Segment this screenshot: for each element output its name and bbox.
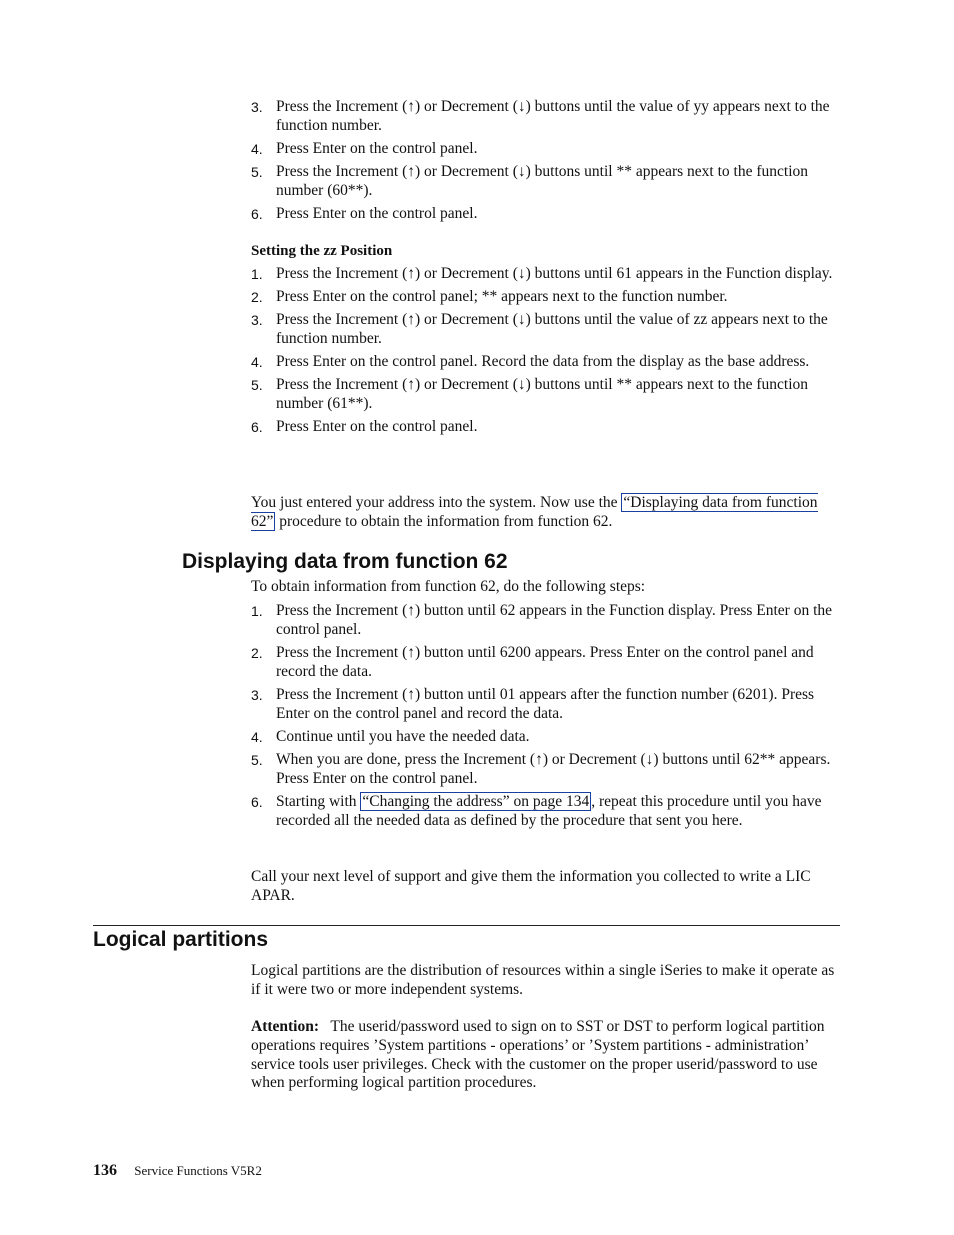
step-text: Press the Increment (↑) or Decrement (↓) buttons until the value of yy appears next to the function number. — [276, 98, 830, 134]
zz-section — [251, 242, 841, 442]
step-number: 3. — [251, 312, 263, 329]
step-number: 3. — [251, 686, 263, 703]
entered-text-after: procedure to obtain the information from function 62. — [275, 512, 613, 530]
step-text: Press the Increment (↑) button until 62 appears in the Function display. Press Enter on the control panel. — [276, 601, 833, 638]
entered-address-paragraph — [251, 494, 841, 532]
list-item — [251, 288, 841, 307]
step-text: Continue until you have the needed data. — [276, 727, 530, 745]
page-number: 136 — [93, 1162, 117, 1179]
section-62-intro: To obtain information from function 62, do the following steps: — [251, 578, 646, 595]
step-number: 6. — [251, 793, 263, 810]
section-62-heading: Displaying data from function 62 — [182, 550, 508, 573]
closing-paragraph — [251, 868, 841, 906]
step-text: Press the Increment (↑) button until 6200 appears. Press Enter on the control panel and record the data. — [276, 643, 814, 680]
step-number: 5. — [251, 751, 263, 768]
step-number: 4. — [251, 140, 263, 157]
list-item — [251, 376, 841, 414]
step-number: 5. — [251, 377, 263, 394]
step-text: Press the Increment (↑) button until 01 appears after the function number (6201). Press Enter on the control panel and record the data. — [276, 685, 815, 722]
step-text: Press the Increment (↑) or Decrement (↓) buttons until ** appears next to the function number (60**). — [276, 163, 809, 199]
attention-label: Attention: — [251, 1018, 320, 1035]
logical-partitions-text: Logical partitions are the distribution of resources within a single iSeries to make it operate as if it were two or more independent systems. — [251, 962, 835, 998]
zz-subheading: Setting the zz Position — [251, 243, 393, 259]
step-number: 5. — [251, 164, 263, 181]
step-number: 2. — [251, 288, 263, 305]
step-number: 6. — [251, 419, 263, 436]
list-item — [251, 353, 841, 372]
step-text: Press Enter on the control panel; ** appears next to the function number. — [276, 287, 728, 305]
attention-paragraph — [251, 1018, 841, 1093]
logical-partitions-paragraph — [251, 962, 841, 1000]
step6-text-after: , repeat this procedure until you have recorded all the needed data as defined by the procedure that sent you here. — [276, 792, 822, 829]
step-number: 4. — [251, 728, 263, 745]
step-text: Press the Increment (↑) or Decrement (↓) buttons until the value of zz appears next to the function number. — [276, 311, 828, 347]
page-footer — [93, 1162, 262, 1180]
list-item — [251, 140, 841, 159]
step-text: Press Enter on the control panel. Record the data from the display as the base address. — [276, 353, 810, 371]
list-item — [251, 644, 841, 682]
step-number: 2. — [251, 644, 263, 661]
step-number: 1. — [251, 602, 263, 619]
step-text: Press Enter on the control panel. — [276, 418, 478, 436]
attention-text: The userid/password used to sign on to SST or DST to perform logical partition operations requires ’System partitions - operations’ or ’System partitions - administration’ service tools user privileges. Check with the customer on the proper userid/password to use when performing logical partition procedures. — [251, 1018, 825, 1092]
step-number: 1. — [251, 265, 263, 282]
step-text: Press Enter on the control panel. — [276, 139, 478, 157]
list-item — [251, 728, 841, 747]
section-divider — [93, 925, 840, 926]
logical-partitions-heading: Logical partitions — [93, 928, 269, 951]
step-number: 3. — [251, 99, 263, 115]
step-number: 4. — [251, 354, 263, 371]
step6-text-before: Starting with — [276, 792, 361, 810]
list-item — [251, 751, 841, 789]
step-text: When you are done, press the Increment (↑) or Decrement (↓) buttons until 62** appears. Press Enter on the control panel. — [276, 750, 831, 787]
list-item — [251, 793, 841, 831]
footer-title: Service Functions V5R2 — [134, 1163, 262, 1178]
step-number: 6. — [251, 206, 263, 223]
displaying-data-link[interactable]: “Displaying data from function 62” — [251, 494, 818, 530]
step-text: Press Enter on the control panel. — [276, 205, 478, 223]
entered-text-before: You just entered your address into the system. Now use the — [251, 494, 622, 511]
changing-address-link[interactable]: “Changing the address” on page 134 — [362, 792, 590, 810]
list-item — [251, 98, 841, 136]
step-text: Press the Increment (↑) or Decrement (↓) buttons until ** appears next to the function number (61**). — [276, 376, 809, 413]
list-item — [251, 265, 841, 284]
list-item — [251, 686, 841, 724]
list-item — [251, 418, 841, 437]
list-item — [251, 311, 841, 349]
step-list-yy — [251, 98, 841, 228]
list-item — [251, 602, 841, 640]
list-item — [251, 163, 841, 201]
section-62-body — [251, 578, 841, 835]
closing-text: Call your next level of support and give them the information you collected to write a LIC APAR. — [251, 868, 811, 904]
list-item — [251, 205, 841, 224]
step-text: Press the Increment (↑) or Decrement (↓) buttons until 61 appears in the Function display. — [276, 264, 833, 282]
